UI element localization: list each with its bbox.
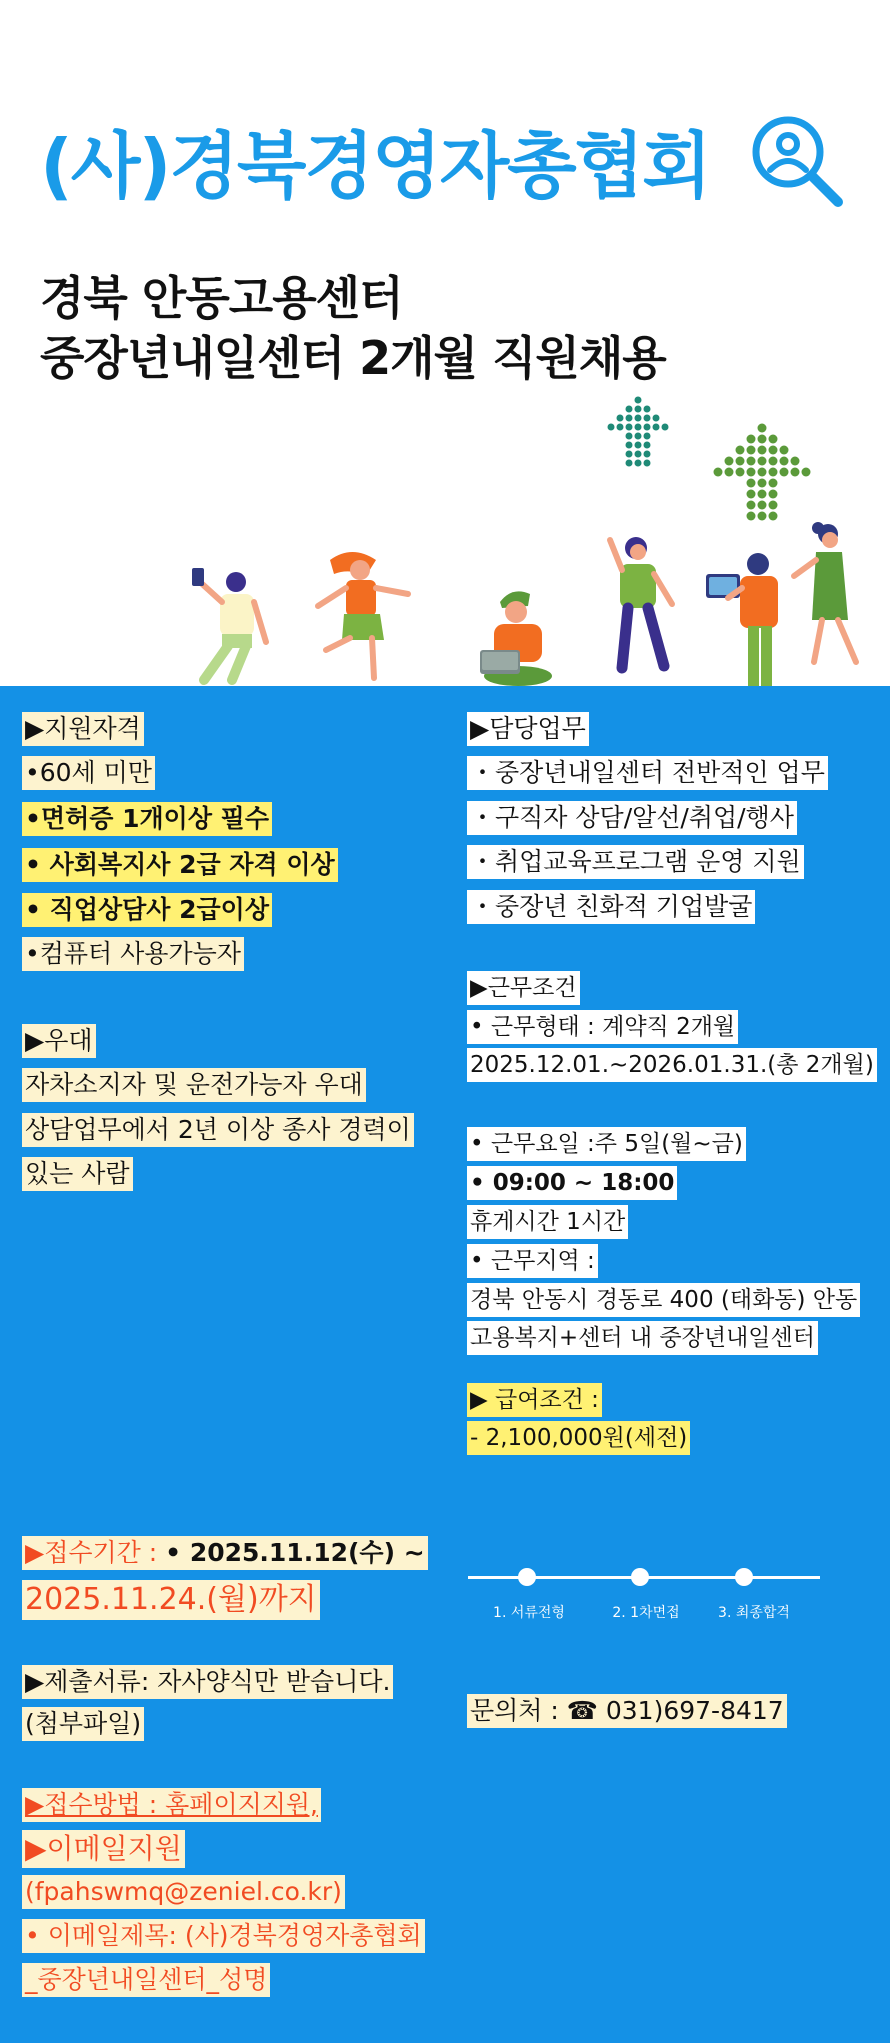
process-dot	[735, 1568, 753, 1586]
condition-type: • 근무형태 : 계약직 2개월	[467, 1010, 738, 1044]
preference-heading: ▶우대	[22, 1024, 96, 1058]
person-standing	[794, 522, 856, 662]
duty-item: ・중장년 친화적 기업발굴	[467, 890, 755, 924]
application-period	[22, 1536, 428, 1570]
person-laptop	[480, 591, 552, 686]
application-docs: ▶제출서류: 자사양식만 받습니다.	[22, 1665, 393, 1699]
hiring-process	[468, 1560, 820, 1620]
salary-amount: - 2,100,000원(세전)	[467, 1421, 690, 1455]
org-name: (사)경북경영자총협회	[40, 124, 710, 208]
application-method: ▶접수방법 : 홈페이지지원,	[22, 1788, 321, 1822]
people-illustration	[0, 380, 890, 686]
duty-item: ・구직자 상담/알선/취업/행사	[467, 801, 797, 835]
condition-location-label: • 근무지역 :	[467, 1244, 598, 1278]
application-docs: (첨부파일)	[22, 1707, 144, 1741]
qualification-item: • 직업상담사 2급이상	[22, 893, 272, 927]
arrow-dots-icon-small	[608, 397, 669, 467]
person-tablet	[706, 553, 778, 686]
preference-line: 자차소지자 및 운전가능자 우대	[22, 1068, 366, 1102]
application-period-start: • 2025.11.12(수) ~	[165, 1538, 425, 1567]
duty-item: ・취업교육프로그램 운영 지원	[467, 845, 804, 879]
qualification-item: •60세 미만	[22, 756, 155, 790]
process-step-label: 3. 최종합격	[718, 1605, 790, 1621]
preference-line: 상담업무에서 2년 이상 종사 경력이	[22, 1113, 414, 1147]
headline-line2: 중장년내일센터 2개월 직원채용	[40, 331, 666, 385]
hero-section	[0, 0, 890, 686]
process-dot	[631, 1568, 649, 1586]
qualifications-heading: ▶지원자격	[22, 712, 144, 746]
process-dot	[518, 1568, 536, 1586]
application-email-subject: • 이메일제목: (사)경북경영자총협회	[22, 1919, 425, 1953]
duty-item: ・중장년내일센터 전반적인 업무	[467, 756, 828, 790]
person-pointing	[610, 537, 672, 668]
process-step-label: 2. 1차면접	[612, 1605, 680, 1621]
condition-break: 휴게시간 1시간	[467, 1205, 628, 1239]
process-step-label: 1. 서류전형	[493, 1605, 565, 1621]
qualification-item: • 사회복지사 2급 자격 이상	[22, 848, 338, 882]
person-phone	[192, 568, 266, 680]
condition-period: 2025.12.01.~2026.01.31.(총 2개월)	[467, 1048, 877, 1082]
preference-line: 있는 사람	[22, 1157, 133, 1191]
qualification-item: •면허증 1개이상 필수	[22, 802, 272, 836]
application-email[interactable]: (fpahswmq@zeniel.co.kr)	[22, 1875, 345, 1909]
conditions-heading: ▶근무조건	[467, 971, 580, 1005]
salary-heading: ▶ 급여조건 :	[467, 1383, 602, 1417]
application-period-label: ▶접수기간 :	[25, 1538, 166, 1567]
condition-hours: • 09:00 ~ 18:00	[467, 1166, 677, 1200]
condition-days: • 근무요일 :주 5일(월~금)	[467, 1127, 746, 1161]
application-email-subject: _중장년내일센터_성명	[22, 1963, 270, 1997]
condition-location: 경북 안동시 경동로 400 (태화동) 안동	[467, 1283, 860, 1317]
condition-location: 고용복지+센터 내 중장년내일센터	[467, 1321, 818, 1355]
application-period-end: 2025.11.24.(월)까지	[22, 1580, 320, 1620]
headline-line1: 경북 안동고용센터	[40, 271, 403, 325]
application-email-label: ▶이메일지원	[22, 1830, 185, 1868]
qualification-item: •컴퓨터 사용가능자	[22, 937, 244, 971]
duties-heading: ▶담당업무	[467, 712, 589, 746]
person-walking	[318, 552, 408, 678]
arrow-dots-icon-large	[714, 424, 811, 521]
contact-phone: 문의처 : ☎ 031)697-8417	[467, 1694, 787, 1728]
person-search-icon	[748, 112, 848, 212]
